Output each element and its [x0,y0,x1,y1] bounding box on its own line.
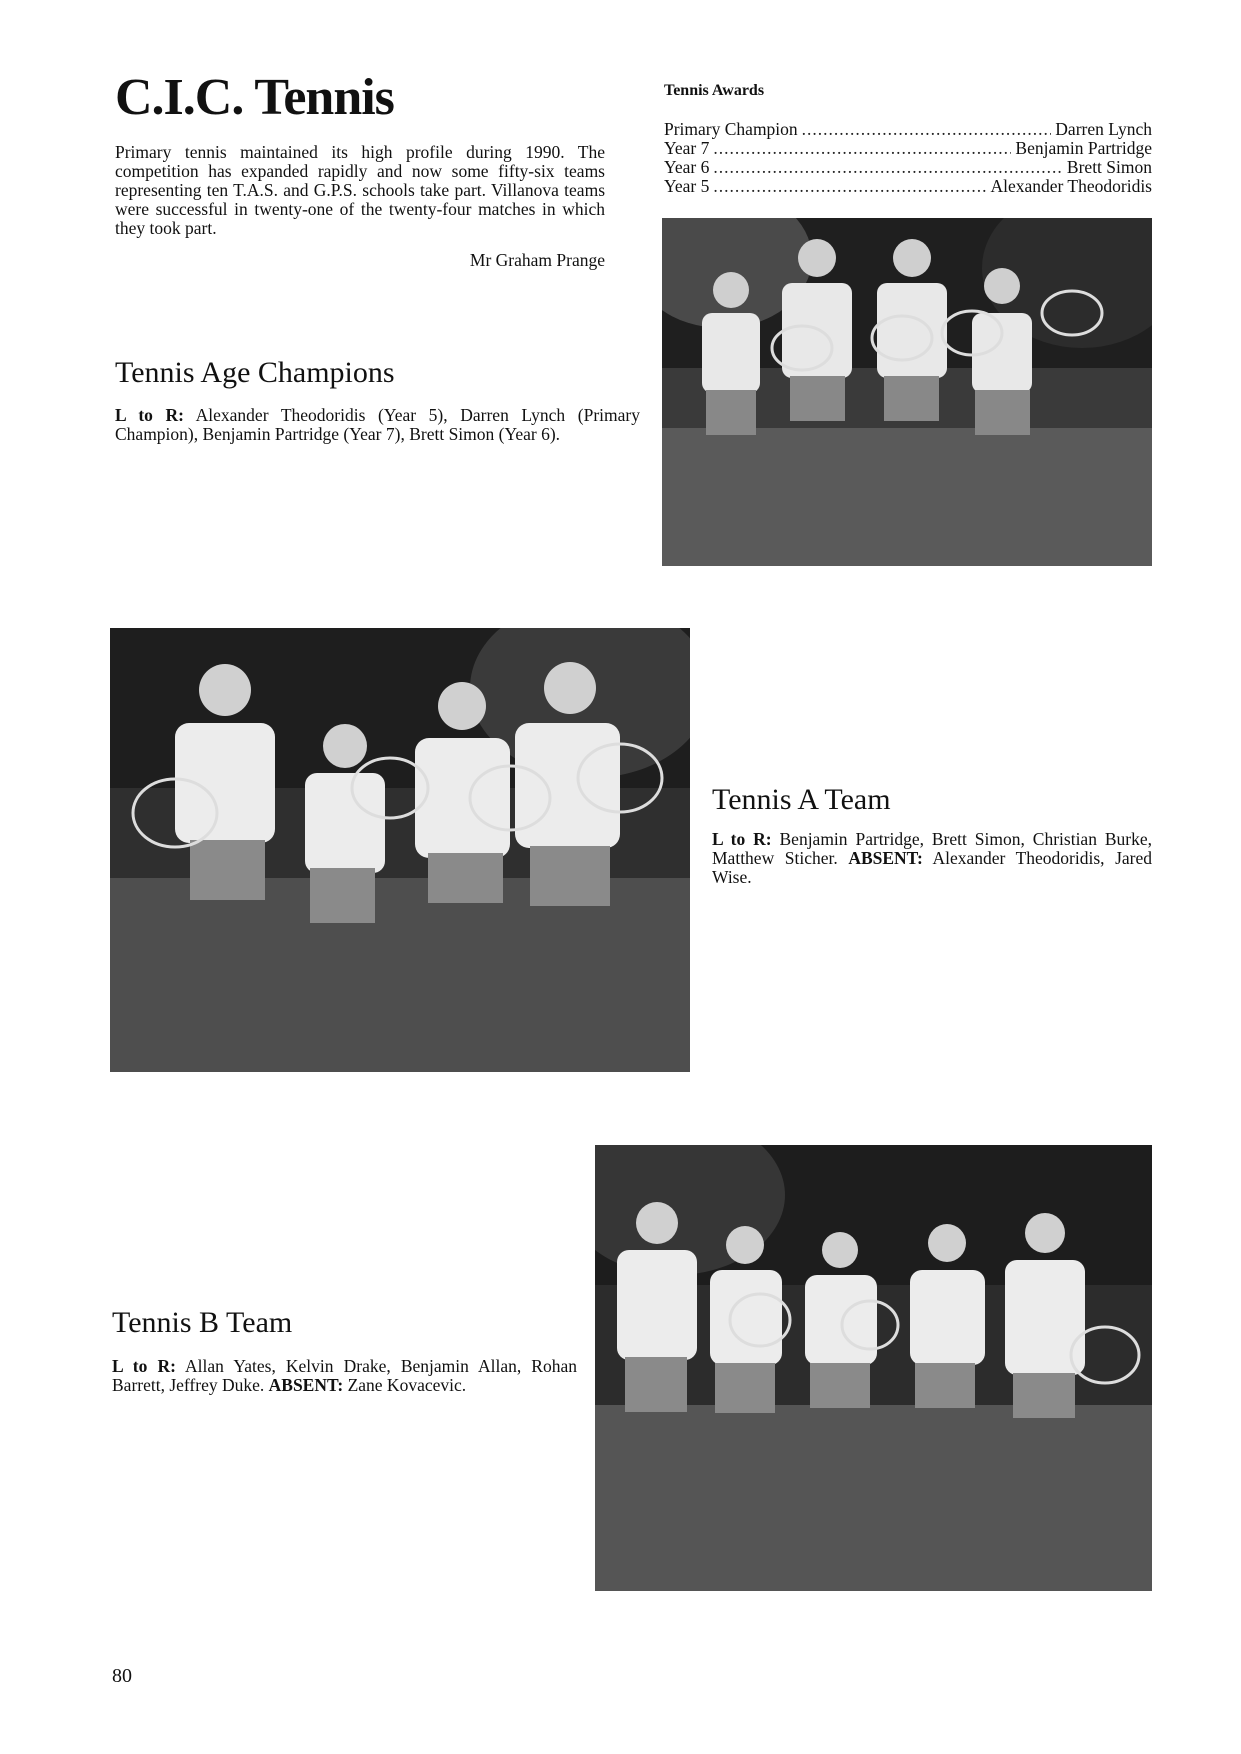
intro-paragraph: Primary tennis maintained its high profile during 1990. The competition has expanded rapidly and now some fifty-six teams representing ten T.A.S. and G.P.S. schools take part. Villanova teams were successful in twenty-one of the twenty-four matches in which they took part. [115,142,605,238]
leader-dots [802,120,1052,139]
a-team-heading: Tennis A Team [712,783,891,816]
award-row [664,177,1152,196]
a-team-photo [110,628,690,1072]
caption-lead: L to R: [115,405,184,425]
absent-names: Zane Kovacevic. [347,1375,467,1395]
b-team-heading: Tennis B Team [112,1306,293,1339]
leader-dots [713,139,1011,158]
awards-list [664,120,1152,196]
b-team-caption [112,1357,577,1395]
awards-heading: Tennis Awards [664,82,765,99]
award-winner: Brett Simon [1066,157,1152,177]
caption-text: Allan Yates, Kelvin Drake, Benjamin Allan, Rohan Barrett, Jeffrey Duke. [112,1356,578,1395]
age-champions-caption [115,406,640,444]
award-label: Year 5 [664,176,710,196]
page-title: C.I.C. Tennis [115,69,394,126]
award-row [664,158,1152,177]
award-label: Year 7 [664,138,710,158]
award-row [664,139,1152,158]
award-winner: Darren Lynch [1055,119,1152,139]
a-team-caption [712,830,1152,887]
award-label: Year 6 [664,157,710,177]
leader-dots [713,177,986,196]
caption-text: Alexander Theodoridis (Year 5), Darren Lynch (Primary Champion), Benjamin Partridge (Year 7), Brett Simon (Year 6). [115,405,640,444]
page-number: 80 [112,1665,132,1687]
absent-label: ABSENT: [848,848,923,868]
award-row [664,120,1152,139]
absent-label: ABSENT: [268,1375,344,1395]
age-champions-photo [662,218,1152,566]
age-champions-heading: Tennis Age Champions [115,356,395,389]
caption-lead: L to R: [712,829,772,849]
b-team-photo [595,1145,1152,1591]
leader-dots [713,158,1063,177]
caption-lead: L to R: [112,1356,176,1376]
author-signature: Mr Graham Prange [469,250,605,270]
caption-text: Benjamin Partridge, Brett Simon, Christian Burke, Matthew Sticher. [712,829,1153,868]
award-winner: Alexander Theodoridis [990,176,1152,196]
absent-names: Alexander Theodoridis, Jared Wise. [712,848,1153,887]
award-winner: Benjamin Partridge [1015,138,1152,158]
award-label: Primary Champion [664,119,798,139]
